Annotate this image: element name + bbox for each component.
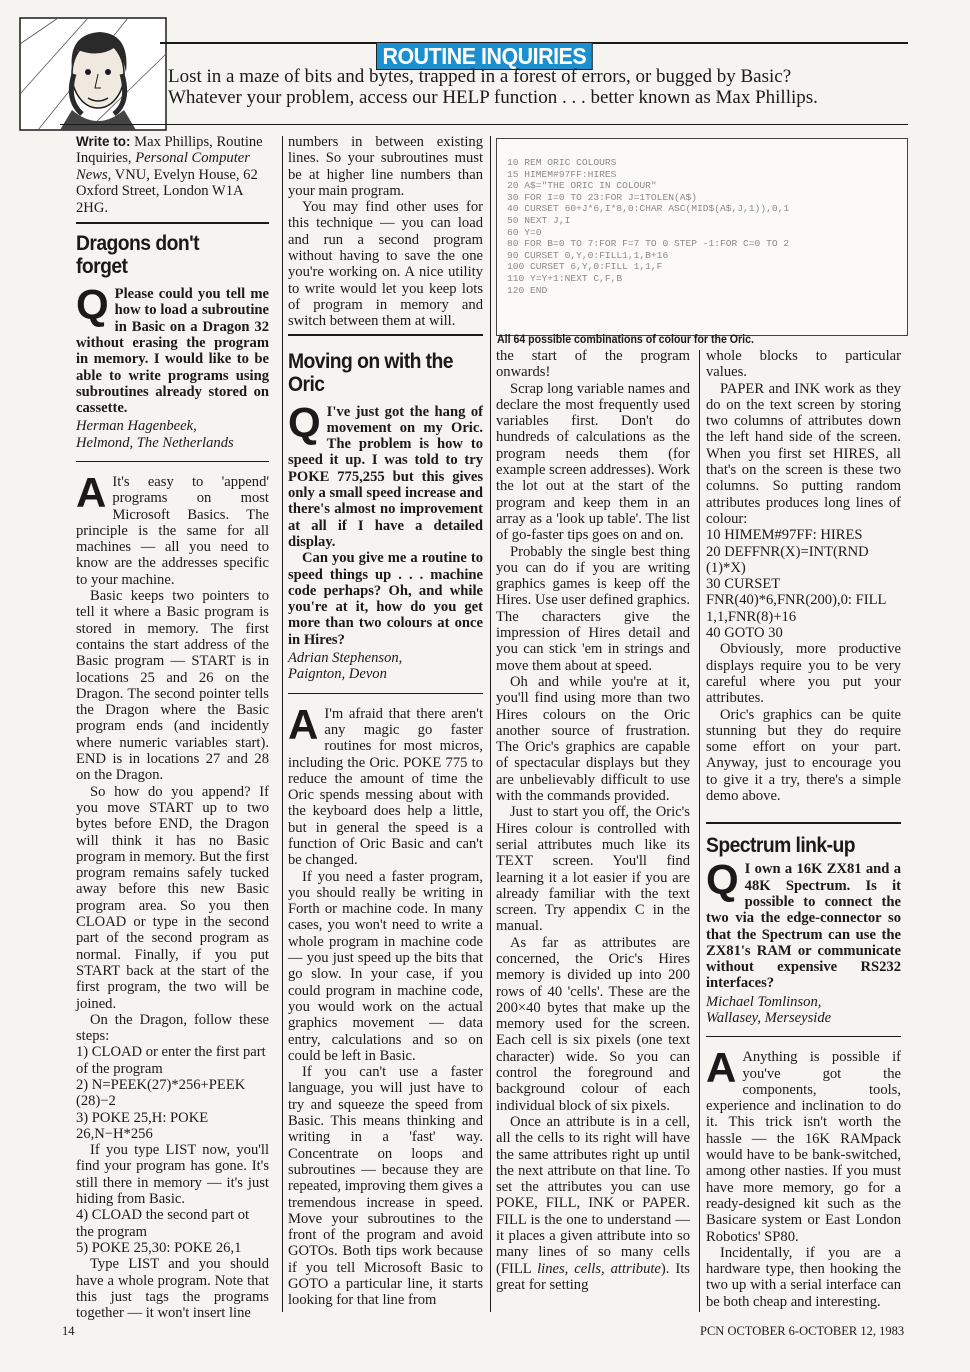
question-drop-cap: Q (288, 398, 321, 446)
column-4 (706, 348, 901, 1310)
code-line-1: 10 HIMEM#97FF: HIRES (706, 527, 863, 544)
column-2 (288, 134, 483, 1309)
dragons-answer-p8: You may find other uses for this technique — you can load and run a second program without having to save the one you're working on. A nice utility to write would let you keep lots of program in memory and switch between them at will. (288, 199, 483, 330)
column-intro (168, 66, 908, 108)
code-line-2: 20 DEFFNR(X)=INT(RND (1)*X) (706, 543, 869, 576)
column-3 (496, 348, 690, 1293)
oric-answer-p12: PAPER and INK work as they do on the text screen by storing two columns of attributes down the left hand side of the screen. When you first set HIRES, all that's on the screen is these two columns. So putting random attributes produces long lines of colour: (706, 380, 901, 527)
spectrum-answer-p1: Anything is possible if you've got the components, tools, experience and inclination to do it. This trick isn't worth the hassle — the 16K RAMpack would have to be bank-switched, among other nasties. If you must have more memory, go for a ready-designed kit such as the Basicare system or East London Robotics' SP80. (706, 1049, 901, 1245)
oric-answer-p9: As far as attributes are concerned, the Oric's Hires memory is divided up into 200 rows of 40 'cells'. These are the 200×40 bytes that make up the memory used for the screen. Each cell is six pixels (one text character) wide. So you can control the foreground and background colour of each individual block of six pixels. (496, 934, 690, 1114)
dragons-answer-p5: If you type LIST now, you'll find your program has gone. It's still there in memory — it's just hiding from Basic. (76, 1142, 269, 1208)
write-to-label: Write to: (76, 134, 131, 149)
section-rule (288, 693, 483, 694)
write-to-address-text: , VNU, Evelyn House, 62 Oxford Street, London W1A 2HG. (76, 166, 258, 216)
oric-answer-p3: If you can't use a faster language, you will just have to try and squeeze the speed from Basic. This means thinking and writing in a 'fast' way. Concentrate on loops and subroutines — because they are repeated, improving them gives a tremendous increase in speed. Move your subroutines to the front of the program and avoid GOTOs. Both tips work because if you tell Microsoft Basic to GOTO a particular line, it starts looking for that line from (288, 1064, 483, 1309)
oric-headline: Moving on with the Oric (288, 349, 453, 396)
signature-name: Adrian Stephenson, (288, 650, 403, 667)
dragons-answer-p6: Type LIST and you should have a whole program. Note that this just tags the programs together — it won't insert line (76, 1256, 269, 1322)
section-rule (288, 334, 483, 336)
issue-line: PCN OCTOBER 6-OCTOBER 12, 1983 (700, 1324, 905, 1338)
write-to-text: Max Phillips, Routine Inquiries, (76, 134, 263, 167)
intro-line-2: Whatever your problem, access our HELP function . . . better known as Max Phillips. (168, 87, 818, 108)
answer-drop-cap: A (76, 469, 107, 516)
p10-end: ). Its great for setting (496, 1260, 690, 1293)
column-separator (490, 136, 491, 1312)
spectrum-headline: Spectrum link-up (706, 834, 855, 858)
dragons-question (76, 281, 269, 417)
oric-signature (288, 650, 483, 683)
oric-answer-p14: Oric's graphics can be quite stunning but they do require some effort on your part. Anyway, just to encourage you to give it a try, there's a simple demo above. (706, 706, 901, 805)
spectrum-question-text: I own a 16K ZX81 and a 48K Spectrum. Is it possible to connect the two via the edge-connector so that the Spectrum can use the ZX81's RAM or communicate without expensive RS232 interfaces? (706, 861, 901, 992)
signature-place: Paignton, Devon (288, 666, 387, 683)
listing-line: 60 Y=0 (507, 226, 542, 238)
dragons-headline: Dragons don't forget (76, 232, 199, 279)
oric-answer-p7: Oh and while you're at it, you'll find using more than two Hires colours on the Oric another source of frustration. The Oric's graphics are capable of spectacular displays but they are unbelievably difficult to use with the commands provided. (496, 673, 690, 805)
oric-answer-p2: If you need a faster program, you should really be writing in Forth or machine code. In many cases, you won't need to write a whole program in machine code — you just speed up the bits that go slow. In your case, if you could program in machine code, you would work on the actual graphics movement — data entry, calculations and so on could be left in Basic. (288, 868, 483, 1064)
dragons-step-2: 2) N=PEEK(27)*256+PEEK (28)−2 (76, 1076, 246, 1110)
listing-line: 50 NEXT J,I (507, 214, 571, 226)
code-line-3: 30 CURSET FNR(40)*6,FNR(200),0: FILL 1,1,FNR(8)+16 (706, 576, 886, 625)
listing-line: 120 END (507, 284, 548, 296)
spectrum-signature (706, 994, 901, 1027)
listing-line: 80 FOR B=0 TO 7:FOR F=7 TO 0 STEP -1:FOR C=0 TO 2 (507, 238, 790, 250)
oric-answer-p13: Obviously, more productive displays require you to be very careful where you put your attributes. (706, 641, 901, 707)
oric-answer-p1: I'm afraid that there aren't any magic go faster routines for most micros, including the Oric. POKE 775 to reduce the amount of time the Oric spends messing about with the keyboard does help a little, but in general the speed is a function of Oric Basic and can't be changed. (288, 705, 483, 869)
column-banner: ROUTINE INQUIRIES (376, 42, 593, 70)
oric-answer-p11: whole blocks to particular values. (706, 348, 901, 381)
spectrum-question (706, 856, 901, 992)
dragons-step-1: 1) CLOAD or enter the first part of the program (76, 1044, 266, 1077)
spectrum-answer-p2: Incidentally, if you are a hardware type, then hooking the two up with a serial interface can be both cheap and interesting. (706, 1244, 901, 1310)
dragons-answer-p7: numbers in between existing lines. So your subroutines must be at higher line numbers than your main program. (288, 134, 483, 199)
answer-drop-cap: A (706, 1044, 737, 1092)
signature-place: Wallasey, Merseyside (706, 1009, 832, 1026)
columnist-portrait-illustration (18, 14, 168, 132)
question-drop-cap: Q (76, 281, 109, 329)
section-rule (706, 1036, 901, 1037)
section-rule (76, 222, 269, 224)
dragons-answer-p1: It's easy to 'append' programs on most Microsoft Basics. The principle is the same for all machines — all you need to know are the addresses specific to your machine. (76, 474, 269, 588)
oric-answer-p8: Just to start you off, the Oric's Hires colour is controlled with serial attributes much like its TEXT screen. You'll find learning it a lot easier if you are already familiar with the text screen. Try appendix C in the manual. (496, 804, 690, 935)
question-drop-cap: Q (706, 856, 739, 904)
signature-place: Helmond, The Netherlands (76, 434, 234, 451)
dragons-answer-p4: On the Dragon, follow these steps: (76, 1011, 269, 1045)
dragons-answer-p2: Basic keeps two pointers to tell it where a Basic program is stored in memory. The first contains the start address of the Basic program — START is in locations 25 and 26 on the Dragon. The second pointer tells the Dragon where the Basic program ends (and incidently where numeric variables start). END is in locations 27 and 28 on the Dragon. (76, 588, 269, 784)
column-separator (699, 350, 700, 1312)
oric-question-text-1: I've just got the hang of movement on my Oric. The problem is how to speed it up. I was told to try POKE 775,255 but this gives only a small speed increase and there's almost no improvement at all if I have a detailed display. (288, 403, 483, 550)
oric-answer-p5: Scrap long variable names and declare the most frequently used variables first. Don't do hundreds of calculations as the program needs them (for example screen addresses). Work the lot out at the start of the program and keep them in an array as a 'look up table'. The list of go-faster tips goes on and on. (496, 380, 690, 544)
listing-line: 20 A$="THE ORIC IN COLOUR" (507, 180, 657, 192)
oric-question (288, 398, 483, 648)
program-listing-box (496, 138, 908, 336)
listing-caption: All 64 possible combinations of colour for the Oric. (497, 334, 754, 346)
dragons-answer-p3: So how do you append? If you move START up to two bytes before END, the Dragon will think it has no Basic program in memory. But the first program remains safely tucked away before this new Basic program area. So you then CLOAD or type in the second part of the second program as normal. Finally, if you put START back at the start of the first program, the two will be joined. (76, 783, 269, 1012)
p10-italic: lines, cells, attribute (537, 1260, 661, 1277)
listing-line: 100 CURSET 6,Y,0:FILL 1,1,F (507, 261, 663, 273)
listing-line: 110 Y=Y+1:NEXT C,F,B (507, 272, 623, 284)
answer-drop-cap: A (288, 700, 319, 748)
dragons-step-4: 4) CLOAD the second part ot the program (76, 1207, 250, 1240)
code-line-4: 40 GOTO 30 (706, 625, 783, 642)
publication-name: Personal Computer News (76, 150, 250, 183)
intro-rule (60, 124, 908, 125)
column-separator (282, 136, 283, 1312)
page-number: 14 (62, 1324, 75, 1338)
intro-line-1: Lost in a maze of bits and bytes, trapped in a forest of errors, or bugged by Basic? (168, 66, 792, 87)
listing-line: 10 REM ORIC COLOURS (507, 157, 617, 168)
oric-answer-p4: the start of the program onwards! (496, 348, 690, 381)
dragons-signature (76, 418, 269, 451)
dragons-step-5: 5) POKE 25,30: POKE 26,1 (76, 1239, 242, 1256)
column-1 (76, 134, 269, 1321)
signature-name: Michael Tomlinson, (706, 993, 822, 1010)
oric-answer-p10 (496, 1114, 690, 1293)
oric-answer-p6: Probably the single best thing you can do if you are writing graphics games is keep off the Hires. Use user defined graphics. The characters give the impression of Hires detail and you can stick 'em in strings and move them about at speed. (496, 543, 690, 674)
write-to-address (76, 134, 269, 222)
oric-question-text-2: Can you give me a routine to speed things up . . . machine code perhaps? Oh, and while you're at it, how do you get more than two colours at once in Hires? (288, 550, 483, 648)
dragons-question-text: Please could you tell me how to load a subroutine in Basic on a Dragon 32 without erasing the program in memory. I would like to be able to write programs using subroutines already stored on cassette. (76, 286, 269, 417)
p10-text: Once an attribute is in a cell, all the cells to its right will have the same attributes right up until the next attribute on that line. To set the attributes you can use POKE, FILL, INK or PAPER. FILL is the one to understand — it places a given attribute into so many lines of so many cells (FILL (496, 1113, 690, 1277)
listing-line: 40 CURSET 60+J*6,I*8,0:CHAR ASC(MID$(A$,J,1)),0,1 (507, 203, 790, 215)
dragons-step-3: 3) POKE 25,H: POKE 26,N−H*256 (76, 1109, 209, 1142)
signature-name: Herman Hagenbeek, (76, 418, 197, 435)
program-listing (507, 157, 789, 296)
section-rule (76, 461, 269, 462)
listing-line: 90 CURSET 0,Y,0:FILL1,1,B+16 (507, 249, 669, 261)
listing-line: 15 HIMEM#97FF:HIRES (507, 168, 617, 180)
section-rule (706, 822, 901, 824)
listing-line: 30 FOR I=0 TO 23:FOR J=1TOLEN(A$) (507, 191, 697, 203)
